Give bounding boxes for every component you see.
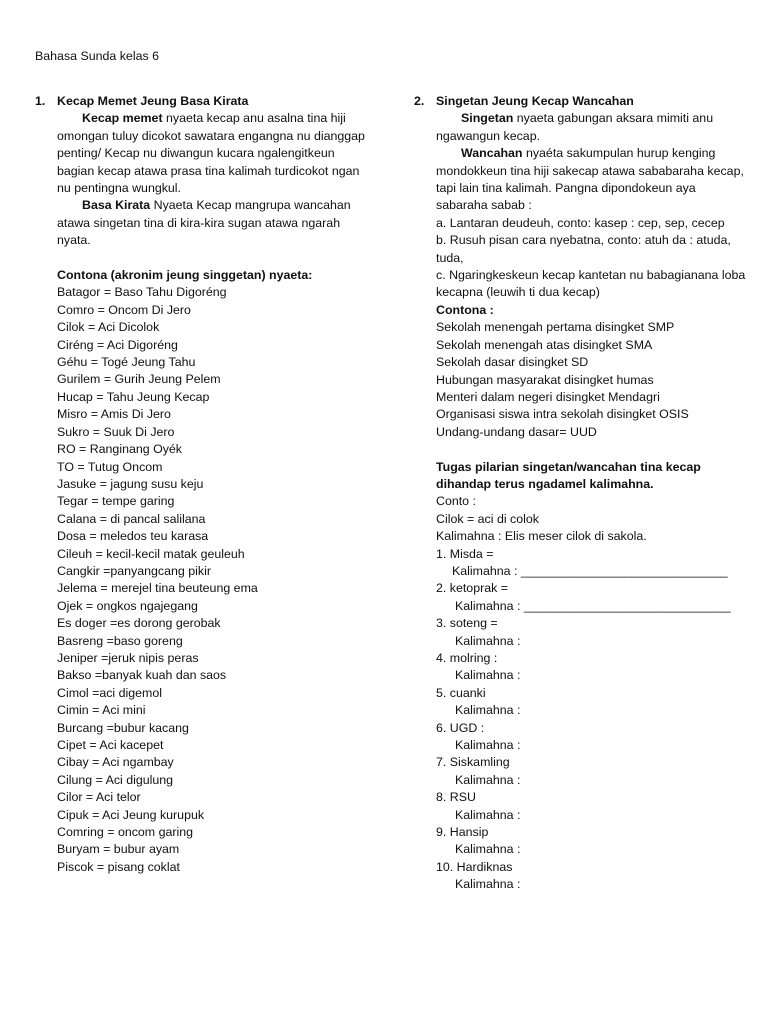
- reason-item: c. Ngaringkeskeun kecap kantetan nu babagianana loba kecapna (leuwih ti dua kecap): [436, 268, 746, 300]
- term: Singetan: [461, 111, 514, 126]
- section-heading: [35, 93, 375, 110]
- task-answer-line: Kalimahna :: [455, 842, 521, 857]
- example-item: Menteri dalam negeri disingket Mendagri: [436, 389, 660, 404]
- example-item: TO = Tutug Oncom: [57, 459, 163, 474]
- definition-paragraph: [57, 110, 375, 197]
- task-question: 2. ketoprak =: [436, 581, 508, 596]
- example-item: Cimol =aci digemol: [57, 685, 163, 700]
- example-item: Cilok = Aci Dicolok: [57, 320, 160, 335]
- definition-paragraph: [436, 110, 749, 145]
- examples-list: [436, 319, 749, 441]
- example-item: Bakso =banyak kuah dan saos: [57, 668, 227, 683]
- example-item: Cipuk = Aci Jeung kurupuk: [57, 807, 205, 822]
- example-item: Es doger =es dorong gerobak: [57, 616, 221, 631]
- example-item: Hucap = Tahu Jeung Kecap: [57, 389, 210, 404]
- definition-text: nyaeta kecap anu asalna tina hiji omongan tuluy dicokot sawatara engangna nu dianggap penting/ Kecap nu diwangun kucara ngalengitkeun bagian kecap atawa prasa tina kalimah turdicokot ngan nu pentingna wungkul.: [57, 111, 365, 196]
- section-body: [35, 110, 375, 876]
- definition-text: Nyaeta Kecap mangrupa wancahan atawa singetan tina di kira-kira sugan atawa ngarah nyata.: [57, 198, 351, 248]
- example-item: Jeniper =jeruk nipis peras: [57, 650, 199, 665]
- definition-paragraph: [57, 197, 375, 249]
- task-answer-line: Kalimahna :: [455, 703, 521, 718]
- task-answer-line: Kalimahna :: [455, 633, 521, 648]
- task-question: 6. UGD :: [436, 720, 485, 735]
- reasons-list: [436, 215, 749, 302]
- example-item: Jasuke = jagung susu keju: [57, 476, 204, 491]
- section-number: 1.: [35, 94, 46, 108]
- task-item: [436, 720, 749, 755]
- section-number: 2.: [414, 94, 425, 108]
- term: Wancahan: [461, 146, 523, 161]
- task-answer-line: Kalimahna :: [455, 738, 521, 753]
- example-item: Piscok = pisang coklat: [57, 859, 180, 874]
- section-title: Singetan Jeung Kecap Wancahan: [436, 94, 634, 108]
- task-question: 10. Hardiknas: [436, 859, 513, 874]
- task-item: [436, 789, 749, 824]
- task-question: 1. Misda =: [436, 546, 494, 561]
- task-question: 9. Hansip: [436, 825, 489, 840]
- example-item: Cibay = Aci ngambay: [57, 755, 174, 770]
- example-item: Cileuh = kecil-kecil matak geuleuh: [57, 546, 245, 561]
- example-item: Jelema = merejel tina beuteung ema: [57, 581, 258, 596]
- example-item: Hubungan masyarakat disingket humas: [436, 372, 654, 387]
- example-item: Buryam = bubur ayam: [57, 842, 180, 857]
- example-item: Basreng =baso goreng: [57, 633, 183, 648]
- task-question: 8. RSU: [436, 790, 476, 805]
- conto-sentence: Kalimahna : Elis meser cilok di sakola.: [436, 529, 647, 544]
- task-item: [436, 650, 749, 685]
- example-item: Sekolah menengah atas disingket SMA: [436, 337, 653, 352]
- term: Kecap memet: [82, 111, 163, 126]
- task-answer-line: Kalimahna :: [455, 668, 521, 683]
- example-item: Cilung = Aci digulung: [57, 772, 174, 787]
- example-item: Batagor = Baso Tahu Digoréng: [57, 285, 227, 300]
- example-item: Gurilem = Gurih Jeung Pelem: [57, 372, 221, 387]
- reason-item: a. Lantaran deudeuh, conto: kasep : cep, sep, cecep: [436, 215, 725, 230]
- section-body: [414, 110, 749, 893]
- conto-label: Conto :: [436, 494, 476, 509]
- section-kecap-memet: [35, 93, 375, 876]
- example-item: Ciréng = Aci Digoréng: [57, 337, 178, 352]
- task-answer-line: Kalimahna : ______________________________: [455, 598, 731, 613]
- task-answer-line: Kalimahna :: [455, 772, 521, 787]
- example-item: Sekolah menengah pertama disingket SMP: [436, 320, 675, 335]
- task-question: 5. cuanki: [436, 685, 486, 700]
- example-item: Misro = Amis Di Jero: [57, 407, 171, 422]
- task-item: [436, 580, 749, 615]
- task-answer-line: Kalimahna :: [455, 807, 521, 822]
- task-answer-line: Kalimahna :: [455, 877, 521, 892]
- task-question: 4. molring :: [436, 650, 498, 665]
- task-item: [436, 546, 749, 581]
- task-item: [436, 824, 749, 859]
- example-item: Cangkir =panyangcang pikir: [57, 563, 211, 578]
- example-item: Calana = di pancal salilana: [57, 511, 206, 526]
- definition-text: nyaéta sakumpulan hurup kenging mondokkeun tina hiji sakecap atawa sababaraha kecap, tapi lain tina kalimah. Pangna dipondokeun aya sabaraha sabab :: [436, 146, 744, 213]
- definition-paragraph: [436, 145, 749, 215]
- example-item: Dosa = meledos teu karasa: [57, 529, 209, 544]
- reason-item: b. Rusuh pisan cara nyebatna, conto: atuh da : atuda, tuda,: [436, 233, 731, 265]
- task-answer-line: Kalimahna : ______________________________: [452, 563, 728, 578]
- task-item: [436, 685, 749, 720]
- example-item: Cilor = Aci telor: [57, 790, 141, 805]
- examples-heading: Contona :: [436, 302, 494, 317]
- example-item: Géhu = Togé Jeung Tahu: [57, 355, 196, 370]
- definition-text: nyaeta gabungan aksara mimiti anu ngawangun kecap.: [436, 111, 714, 143]
- term: Basa Kirata: [82, 198, 151, 213]
- conto-word: Cilok = aci di colok: [436, 511, 539, 526]
- task-question: 7. Siskamling: [436, 755, 510, 770]
- example-item: Undang-undang dasar= UUD: [436, 424, 597, 439]
- task-question: 3. soteng =: [436, 616, 498, 631]
- section-singetan: [414, 93, 749, 894]
- example-item: Burcang =bubur kacang: [57, 720, 189, 735]
- example-item: Comring = oncom garing: [57, 825, 194, 840]
- section-title: Kecap Memet Jeung Basa Kirata: [57, 94, 249, 108]
- examples-heading: Contona (akronim jeung singgetan) nyaeta:: [57, 268, 313, 283]
- task-item: [436, 859, 749, 894]
- page-title: Bahasa Sunda kelas 6: [35, 49, 159, 63]
- example-item: RO = Ranginang Oyék: [57, 442, 183, 457]
- example-item: Tegar = tempe garing: [57, 494, 175, 509]
- tasks-list: [436, 546, 749, 894]
- example-item: Sukro = Suuk Di Jero: [57, 424, 175, 439]
- example-item: Organisasi siswa intra sekolah disingket OSIS: [436, 407, 689, 422]
- example-item: Comro = Oncom Di Jero: [57, 302, 191, 317]
- examples-list: [57, 284, 375, 876]
- task-heading: Tugas pilarian singetan/wancahan tina kecap dihandap terus ngadamel kalimahna.: [436, 459, 701, 491]
- example-item: Sekolah dasar disingket SD: [436, 355, 589, 370]
- example-item: Cipet = Aci kacepet: [57, 738, 164, 753]
- task-item: [436, 615, 749, 650]
- section-heading: [414, 93, 749, 110]
- example-item: Cimin = Aci mini: [57, 703, 146, 718]
- example-item: Ojek = ongkos ngajegang: [57, 598, 198, 613]
- task-item: [436, 754, 749, 789]
